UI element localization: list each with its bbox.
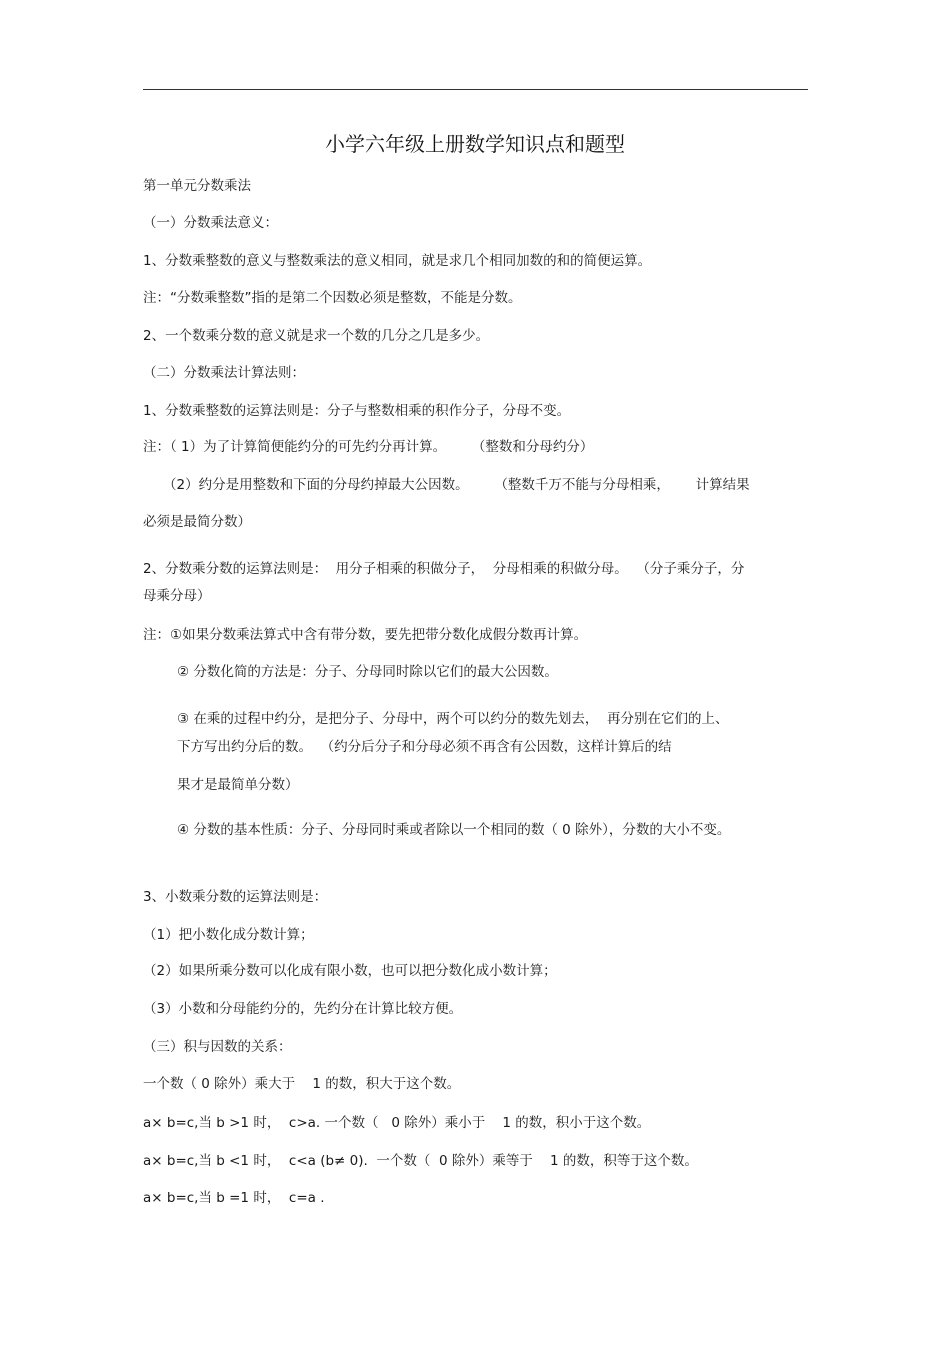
note-line: ③ 在乘的过程中约分，是把分子、分母中，两个可以约分的数先划去， 再分别在它们的上、	[177, 711, 729, 727]
note-line: 注：①如果分数乘法算式中含有带分数，要先把带分数化成假分数再计算。	[143, 627, 588, 643]
section-heading: （二）分数乘法计算法则：	[143, 365, 305, 381]
note-line: （2）约分是用整数和下面的分母约掉最大公因数。 （整数千万不能与分母相乘， 计算结果	[163, 477, 750, 493]
text-line: （1）把小数化成分数计算；	[143, 927, 314, 943]
text-line: 1、分数乘整数的运算法则是：分子与整数相乘的积作分子，分母不变。	[143, 403, 571, 419]
header-rule	[143, 89, 808, 90]
text-line: 一个数（ 0 除外）乘大于 1 的数，积大于这个数。	[143, 1076, 461, 1092]
text-line: （2）如果所乘分数可以化成有限小数，也可以把分数化成小数计算；	[143, 963, 557, 979]
text-line: a× b=c,当 b =1 时， c=a .	[143, 1190, 325, 1206]
page-title: 小学六年级上册数学知识点和题型	[325, 132, 625, 156]
note-line: 注：（ 1）为了计算简便能约分的可先约分再计算。 （整数和分母约分）	[143, 439, 594, 455]
unit-heading: 第一单元分数乘法	[143, 178, 251, 194]
text-line: 2、一个数乘分数的意义就是求一个数的几分之几是多少。	[143, 328, 490, 344]
note-line: 必须是最简分数）	[143, 514, 251, 530]
text-line: （3）小数和分母能约分的，先约分在计算比较方便。	[143, 1001, 463, 1017]
note-line: 果才是最简单分数）	[177, 777, 299, 793]
text-line: 2、分数乘分数的运算法则是： 用分子相乘的积做分子， 分母相乘的积做分母。 （分子乘分子，分	[143, 561, 745, 577]
note-line: ② 分数化简的方法是：分子、分母同时除以它们的最大公因数。	[177, 664, 558, 680]
note-line: 注：“分数乘整数”指的是第二个因数必须是整数，不能是分数。	[143, 290, 522, 306]
section-heading: （一）分数乘法意义：	[143, 215, 278, 231]
text-line: 3、小数乘分数的运算法则是：	[143, 889, 328, 905]
text-line: a× b=c,当 b <1 时， c<a (b≠ 0). 一个数（ 0 除外）乘等于 1 的数，积等于这个数。	[143, 1153, 698, 1169]
text-line: 1、分数乘整数的意义与整数乘法的意义相同，就是求几个相同加数的和的简便运算。	[143, 253, 652, 269]
note-line: 下方写出约分后的数。 （约分后分子和分母必须不再含有公因数，这样计算后的结	[177, 739, 672, 755]
text-line: a× b=c,当 b >1 时， c>a. 一个数（ 0 除外）乘小于 1 的数，积小于这个数。	[143, 1115, 651, 1131]
section-heading: （三）积与因数的关系：	[143, 1039, 292, 1055]
text-line: 母乘分母）	[143, 588, 211, 604]
note-line: ④ 分数的基本性质：分子、分母同时乘或者除以一个相同的数（ 0 除外），分数的大小不变。	[177, 822, 731, 838]
